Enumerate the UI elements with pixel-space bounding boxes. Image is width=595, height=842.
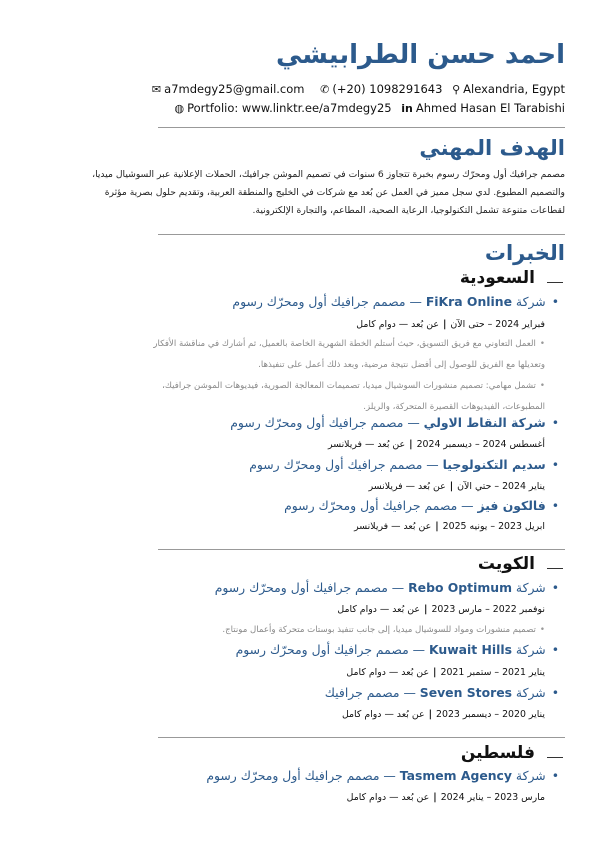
- phone-item[interactable]: ✆ (+20) 1098291643: [320, 82, 443, 96]
- job-notes: •العمل التعاوني مع فريق التسويق، حيث أستلم الخطة الشهرية الخاصة بالعميل، ثم أشارك في مناقشة الأفكار وتعديلها مع الفريق للوصول إلى أفضل نتيجة مرضية، وبعد ذلك أعمل على تنفيذها. •تشمل مهامي: تصميم منشورات السوشيال ميديا، تصميمات المعالجة الصورية، فيديوهات الموشن جرافيك، المطبوعات، الفيديوهات القصيرة المتحركة، والريلز.: [153, 339, 545, 412]
- country-heading-kuwait: الكويت: [477, 554, 535, 574]
- portfolio-link[interactable]: ◍ Portfolio: www.linktr.ee/a7mdegy25: [174, 101, 392, 115]
- envelope-icon: ✉: [151, 83, 162, 96]
- job-meta: فبراير 2024 – حتى الآن|عن بُعد — دوام كامل: [356, 319, 545, 330]
- job-title: •شركة Tasmem Agency — مصمم جرافيك أول ومحرّك رسوم: [206, 768, 559, 783]
- job-meta: يناير 2020 – ديسمبر 2023|عن بُعد — دوام كامل: [341, 709, 545, 720]
- job-title: •شركة FiKra Online — مصمم جرافيك أول ومحرّك رسوم: [232, 294, 559, 309]
- country-dash: [547, 282, 563, 283]
- globe-icon: ◍: [174, 102, 185, 115]
- divider: [158, 234, 565, 235]
- job-meta: أغسطس 2024 – ديسمبر 2024|عن بُعد — فريلانسر: [328, 439, 545, 450]
- linkedin-link[interactable]: in Ahmed Hasan El Tarabishi: [401, 101, 565, 115]
- job-meta: يناير 2021 – ستمبر 2021|عن بُعد — دوام كامل: [346, 667, 545, 678]
- objective-text: مصمم جرافيك أول ومحرّك رسوم بخبرة تتجاوز 6 سنوات في تصميم الموشن جرافيك، الحملات الإعلانية عبر السوشيال ميديا، والتصميم المطبوع. لدي سجل مميز في العمل عن بُعد مع شركات في الخليج والمنطقة العربية، وتقديم حلول بصرية مؤثرة لقطاعات متنوعة تشمل التكنولوجيا، الرعاية الصحية، المطاعم، والتجارة الإلكترونية.: [92, 169, 565, 216]
- contact-row-2: [162, 101, 565, 115]
- location-item: ⚲ Alexandria, Egypt: [452, 82, 565, 96]
- job-meta: ابريل 2023 – يونيه 2025|عن بُعد — فريلانسر: [354, 521, 545, 532]
- job-title: •شركة Rebo Optimum — مصمم جرافيك أول ومحرّك رسوم: [214, 580, 559, 595]
- job-title: •شركة Kuwait Hills — مصمم جرافيك أول ومحرّك رسوم: [235, 642, 559, 657]
- job-meta: يناير 2024 – حتي الآن|عن بُعد — فريلانسر: [368, 481, 545, 492]
- contact-row-1: [140, 82, 565, 96]
- job-meta: نوفمبر 2022 – مارس 2023|عن بُعد — دوام كامل: [337, 604, 545, 615]
- job-title: •شركة النقاط الاولي — مصمم جرافيك أول ومحرّك رسوم: [230, 415, 559, 430]
- email-item[interactable]: ✉ a7mdegy25@gmail.com: [151, 82, 305, 96]
- whatsapp-icon: ✆: [320, 83, 330, 96]
- job-title: •فالكون فيز — مصمم جرافيك أول ومحرّك رسوم: [284, 498, 559, 513]
- job-title: •شركة Seven Stores — مصمم جرافيك: [324, 685, 559, 700]
- candidate-name: احمد حسن الطرابيشي: [275, 40, 565, 70]
- country-heading-saudi: السعودية: [459, 268, 535, 288]
- job-notes: •تصميم منشورات ومواد للسوشيال ميديا، إلى جانب تنفيذ بوستات متحركة وأعمال مونتاج.: [222, 625, 545, 635]
- divider: [158, 127, 565, 128]
- linkedin-icon: in: [401, 102, 413, 115]
- map-pin-icon: ⚲: [452, 83, 461, 96]
- divider: [158, 549, 565, 550]
- job-title: •سديم التكنولوجيا — مصمم جرافيك أول ومحرّك رسوم: [249, 457, 559, 472]
- objective-title: الهدف المهني: [419, 136, 565, 160]
- divider: [158, 737, 565, 738]
- experience-title: الخبرات: [484, 241, 565, 265]
- country-dash: [547, 568, 563, 569]
- country-dash: [547, 757, 563, 758]
- job-meta: مارس 2023 – يناير 2024|عن بُعد — دوام كامل: [346, 792, 545, 803]
- country-heading-palestine: فلسطين: [460, 743, 535, 763]
